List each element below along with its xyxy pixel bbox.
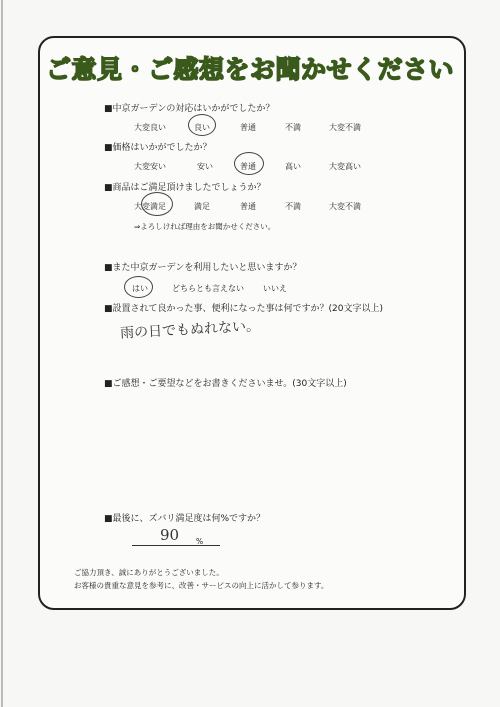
option-price-cheap[interactable]: 安い [197,162,213,171]
thanks-text: ご協力頂き、誠にありがとうございました。 [74,568,224,577]
form-title: ご意見・ご感想をお聞かせください [45,55,454,84]
option-service-very-good[interactable]: 大変良い [134,123,166,132]
option-service-dissatisfied[interactable]: 不満 [285,123,301,132]
question-feedback: ■ご感想・ご要望などをお書きくださいませ。(30文字以上) [104,379,347,389]
option-product-very-dissatisfied[interactable]: 大変不満 [329,202,361,211]
question-product: ■商品はご満足頂けましたでしょうか？ [104,183,266,193]
handwritten-benefits-answer: 雨の日でもぬれない。 [119,318,261,342]
question-satisfaction: ■最後に、ズバリ満足度は何%ですか？ [104,514,266,524]
selection-circle-service [188,114,216,136]
option-price-very-expensive[interactable]: 大変高い [329,162,361,171]
selection-circle-price [234,152,264,175]
option-product-dissatisfied[interactable]: 不満 [285,202,301,211]
question-service: ■中京ガーデンの対応はいかがでしたか？ [104,104,275,114]
selection-circle-product [141,192,173,216]
closing-text: お客様の貴重な意見を参考に、改善・サービスの向上に活かして参ります。 [74,581,329,590]
option-reuse-no[interactable]: いいえ [263,284,287,293]
selection-circle-reuse [124,276,153,298]
option-product-very-satisfied[interactable]: 大変満足 [134,202,166,211]
option-product-normal[interactable]: 普通 [240,202,256,211]
option-product-satisfied[interactable]: 満足 [194,202,210,211]
option-service-very-dissatisfied[interactable]: 大変不満 [329,123,361,132]
option-price-normal[interactable]: 普通 [240,162,256,171]
question-benefits: ■設置されて良かった事、便利になった事は何ですか？(20文字以上) [104,304,383,314]
option-price-expensive[interactable]: 高い [285,162,301,171]
option-price-very-cheap[interactable]: 大変安い [134,162,166,171]
question-price: ■価格はいかがでしたか？ [104,143,212,153]
percent-unit: % [196,537,204,546]
option-reuse-yes[interactable]: はい [132,284,148,293]
question-reuse: ■また中京ガーデンを利用したいと思いますか？ [104,263,302,273]
satisfaction-underline [132,545,220,546]
reason-prompt: ⇒よろしければ理由をお聞かせください。 [134,222,276,231]
option-service-normal[interactable]: 普通 [240,123,256,132]
option-reuse-neutral[interactable]: どちらとも言えない [172,284,244,293]
option-service-good[interactable]: 良い [194,123,210,132]
handwritten-satisfaction-value: 90 [160,526,180,544]
